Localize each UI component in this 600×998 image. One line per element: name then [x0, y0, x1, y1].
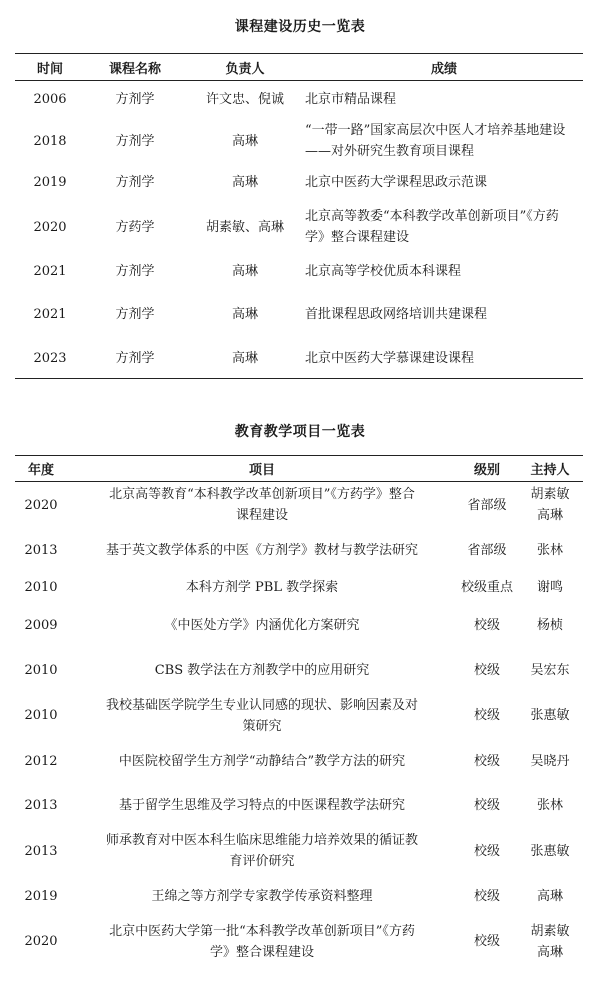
project-cell: 基于英文教学体系的中医《方剂学》教材与教学法研究 [105, 542, 418, 558]
year-cell: 2020 [24, 934, 58, 949]
course-name-cell: 方剂学 [115, 264, 155, 279]
table-row [15, 81, 583, 119]
table-header-row [15, 456, 583, 482]
person-in-charge-cell: 高琳 [231, 175, 258, 190]
project-cell: 《中医处方学》内涵优化方案研究 [164, 618, 360, 633]
project-cell: 我校基础医学院学生专业认同感的现状、影响因素及对策研究 [105, 697, 418, 734]
host-cell: 高琳 [536, 888, 563, 904]
course-name-cell: 方剂学 [115, 92, 155, 108]
column-header-course-name: 课程名称 [108, 61, 161, 77]
column-header-year: 年度 [27, 463, 54, 478]
level-cell: 省部级 [467, 542, 507, 558]
year-cell: 2023 [33, 350, 67, 366]
project-cell: 本科方剂学 PBL 教学探索 [185, 579, 339, 595]
person-in-charge-cell: 胡素敏、高琳 [205, 219, 284, 235]
year-cell: 2018 [33, 133, 67, 149]
teaching-projects-title: 教育教学项目一览表 [234, 424, 366, 440]
column-header-achievement: 成绩 [430, 61, 457, 77]
table-row [15, 164, 583, 202]
person-in-charge-cell: 高琳 [231, 307, 258, 322]
level-cell: 校级 [473, 753, 500, 769]
year-cell: 2021 [33, 307, 67, 322]
host-cell: 胡素敏 高琳 [530, 923, 570, 960]
year-cell: 2020 [33, 219, 67, 235]
column-header-host: 主持人 [530, 463, 570, 478]
host-cell: 张惠敏 [530, 843, 570, 859]
table-row [15, 828, 583, 875]
project-cell: 师承教育对中医本科生临床思维能力培养效果的循证教育评价研究 [105, 833, 418, 869]
project-cell: 基于留学生思维及学习特点的中医课程教学法研究 [118, 798, 405, 813]
year-cell: 2019 [24, 888, 58, 904]
table-header-row [15, 54, 583, 81]
person-in-charge-cell: 高琳 [231, 350, 258, 366]
achievement-cell: 北京市精品课程 [305, 92, 397, 108]
year-cell: 2013 [24, 843, 58, 859]
year-cell: 2006 [33, 92, 67, 108]
table-row [15, 339, 583, 379]
level-cell: 省部级 [467, 497, 507, 513]
host-cell: 谢鸣 [536, 579, 563, 595]
course-history-title: 课程建设历史一览表 [234, 19, 366, 35]
host-cell: 胡素敏 高琳 [530, 487, 570, 524]
table-row [15, 529, 583, 572]
host-cell: 吴晓丹 [530, 753, 570, 769]
table-row [15, 202, 583, 253]
achievement-cell: 北京中医药大学课程思政示范课 [305, 175, 488, 190]
level-cell: 校级 [473, 843, 500, 859]
project-cell: 北京中医药大学第一批“本科教学改革创新项目”《方药学》整合课程建设 [109, 923, 415, 960]
year-cell: 2012 [24, 753, 58, 769]
table-row [15, 253, 583, 291]
year-cell: 2010 [24, 579, 58, 595]
achievement-cell: 北京高等教委“本科教学改革创新项目”《方药学》整合课程建设 [305, 209, 559, 245]
table-row [15, 603, 583, 649]
teaching-projects-table [15, 455, 583, 966]
column-header-level: 级别 [473, 463, 500, 478]
course-name-cell: 方剂学 [115, 133, 155, 149]
course-name-cell: 方剂学 [115, 350, 155, 366]
table-row [15, 649, 583, 693]
project-cell: 王绵之等方剂学专家教学传承资料整理 [151, 888, 373, 904]
table-row [15, 875, 583, 918]
host-cell: 张惠敏 [530, 708, 570, 723]
person-in-charge-cell: 高琳 [231, 133, 258, 149]
year-cell: 2013 [24, 542, 58, 558]
course-history-table [15, 53, 583, 379]
project-cell: 北京高等教育“本科教学改革创新项目”《方药学》整合课程建设 [109, 487, 415, 524]
host-cell: 张林 [536, 798, 563, 813]
level-cell: 校级 [473, 934, 500, 949]
year-cell: 2019 [33, 175, 67, 190]
person-in-charge-cell: 许文忠、倪诚 [205, 92, 284, 108]
level-cell: 校级 [473, 798, 500, 813]
achievement-cell: 北京中医药大学慕课建设课程 [305, 350, 475, 366]
year-cell: 2010 [24, 663, 58, 678]
column-header-person-in-charge: 负责人 [225, 61, 265, 77]
course-name-cell: 方剂学 [115, 175, 155, 190]
level-cell: 校级重点 [460, 579, 513, 595]
year-cell: 2009 [24, 618, 58, 633]
year-cell: 2010 [24, 708, 58, 723]
level-cell: 校级 [473, 663, 500, 678]
table-row [15, 739, 583, 784]
table-row [15, 291, 583, 339]
achievement-cell: 首批课程思政网络培训共建课程 [305, 307, 488, 322]
year-cell: 2021 [33, 264, 67, 279]
host-cell: 杨桢 [536, 618, 563, 633]
column-header-project: 项目 [248, 463, 275, 478]
achievement-cell: 北京高等学校优质本科课程 [305, 264, 462, 279]
year-cell: 2020 [24, 497, 58, 513]
level-cell: 校级 [473, 888, 500, 904]
table-row [15, 572, 583, 603]
level-cell: 校级 [473, 618, 500, 633]
course-name-cell: 方剂学 [115, 307, 155, 322]
host-cell: 吴宏东 [530, 663, 570, 678]
column-header-time: 时间 [36, 61, 63, 77]
table-row [15, 784, 583, 828]
table-row [15, 918, 583, 966]
level-cell: 校级 [473, 708, 500, 723]
project-cell: 中医院校留学生方剂学“动静结合”教学方法的研究 [118, 753, 406, 769]
table-row [15, 482, 583, 529]
project-cell: CBS 教学法在方剂教学中的应用研究 [154, 663, 370, 678]
course-name-cell: 方药学 [115, 219, 155, 235]
achievement-cell: “一带一路”国家高层次中医人才培养基地建设——对外研究生教育项目课程 [305, 123, 566, 159]
table-row [15, 693, 583, 739]
year-cell: 2013 [24, 798, 58, 813]
host-cell: 张林 [536, 542, 563, 558]
table-row [15, 119, 583, 164]
person-in-charge-cell: 高琳 [231, 264, 258, 279]
